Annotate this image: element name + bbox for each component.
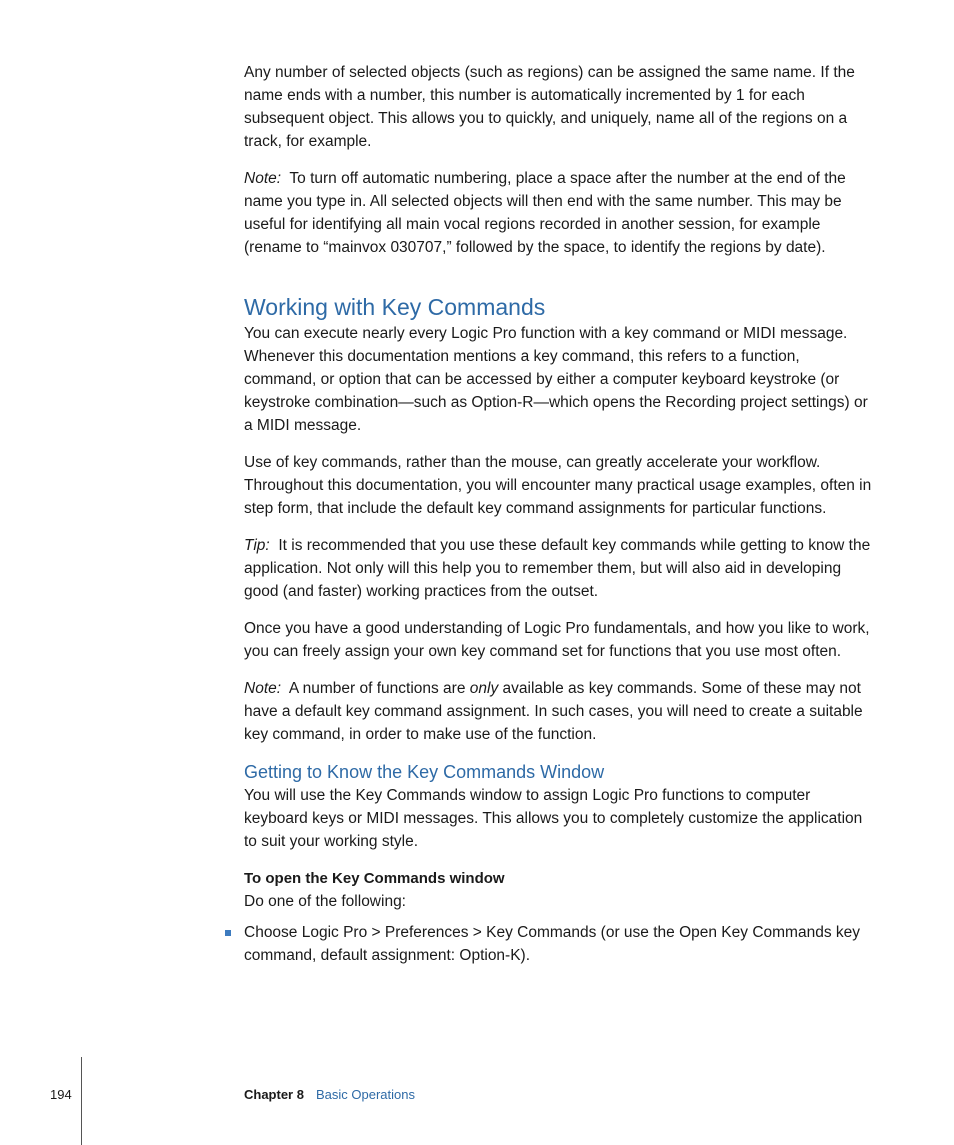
section-heading: Working with Key Commands [244, 294, 546, 320]
body-paragraph: Any number of selected objects (such as regions) can be assigned the same name. If the name ends with a number, this number is automatically incremented by 1 for each subsequent object. This allows you to quickly, and uniquely, name all of the regions on a track, for example. [244, 64, 855, 150]
subsection-heading: Getting to Know the Key Commands Window [244, 762, 605, 782]
page-content [244, 61, 876, 967]
note-paragraph [244, 677, 876, 746]
square-bullet-icon [225, 930, 231, 936]
note-text-after: available as key commands. Some of these may not have a default key command assignment. In such cases, you will need to create a suitable key command, in order to make use of the function. [244, 680, 863, 743]
chapter-label: Chapter 8 [244, 1087, 304, 1102]
footer-divider [81, 1057, 82, 1145]
note-text-before: A number of functions are [288, 680, 466, 697]
body-paragraph: Once you have a good understanding of Logic Pro fundamentals, and how you like to work, you can freely assign your own key command set for functions that you use most often. [244, 620, 870, 660]
chapter-section: Basic Operations [315, 1087, 415, 1102]
tip-text: It is recommended that you use these default key commands while getting to know the application. Not only will this help you to remember them, but will also aid in developing good (and faster) working practices from the outset. [244, 537, 871, 600]
body-paragraph: You can execute nearly every Logic Pro function with a key command or MIDI message. Whenever this documentation mentions a key command, this refers to a function, command, or option that can be accessed by either a computer keyboard keystroke (or keystroke combination—such as Option-R—which opens the Recording project settings) or a MIDI message. [244, 325, 868, 434]
note-lead: Note: [244, 170, 282, 187]
note-paragraph [244, 167, 876, 259]
procedure-title: To open the Key Commands window [244, 870, 505, 887]
note-text: To turn off automatic numbering, place a space after the number at the end of the name you type in. All selected objects will then end with the same number. This may be useful for identifying all main vocal regions recorded in another session, for example (rename to “mainvox 030707,” followed by the space, to identify the regions by date). [244, 170, 846, 256]
body-paragraph: You will use the Key Commands window to assign Logic Pro functions to computer keyboard keys or MIDI messages. This allows you to completely customize the application to suit your working style. [244, 787, 863, 850]
bullet-text: Choose Logic Pro > Preferences > Key Commands (or use the Open Key Commands key command, default assignment: Option-K). [244, 924, 860, 964]
note-lead: Note: [244, 680, 282, 697]
body-paragraph: Use of key commands, rather than the mouse, can greatly accelerate your workflow. Throughout this documentation, you will encounter many practical usage examples, often in step form, that include the default key command assignments for particular functions. [244, 454, 872, 517]
tip-lead: Tip: [244, 537, 270, 554]
note-emphasis: only [469, 680, 499, 697]
page-number: 194 [50, 1087, 72, 1102]
procedure-intro: Do one of the following: [244, 893, 406, 910]
bullet-item [244, 921, 876, 967]
footer-chapter [244, 1087, 415, 1102]
tip-paragraph [244, 534, 876, 603]
